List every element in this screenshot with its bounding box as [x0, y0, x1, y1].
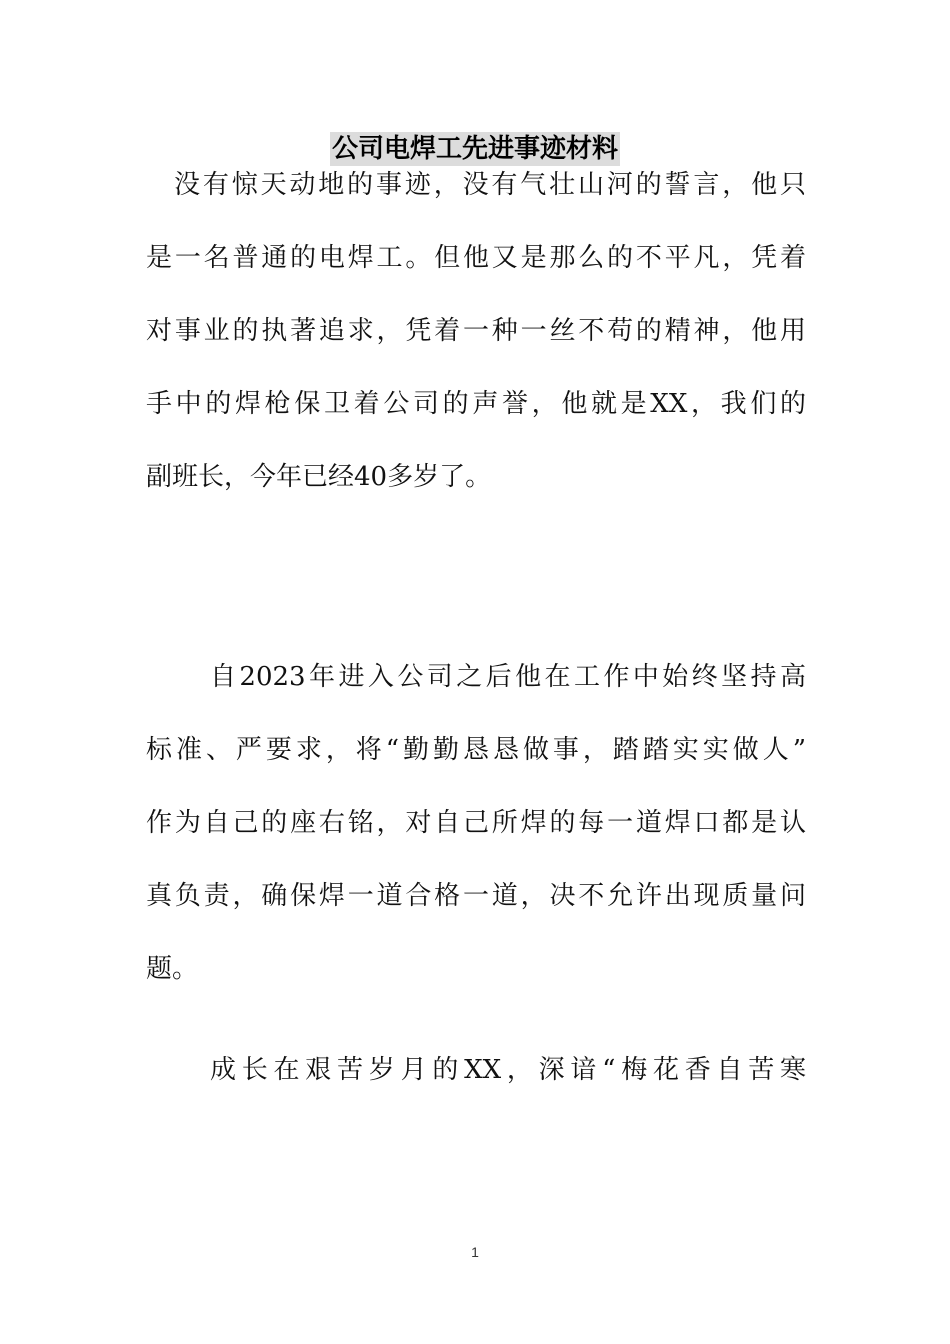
page-number: 1	[471, 1244, 479, 1260]
paragraph-2-line-4: 真负责，确保焊一道合格一道，决不允许出现质量问	[146, 881, 806, 911]
paragraph-3-line-1: 成长在艰苦岁月的XX，深谙“梅花香自苦寒	[210, 1055, 806, 1085]
document-title: 公司电焊工先进事迹材料	[331, 134, 618, 164]
paragraph-1-line-4: 手中的焊枪保卫着公司的声誉，他就是XX，我们的	[146, 389, 806, 419]
paragraph-2-line-2: 标准、严要求，将“勤勤恳恳做事，踏踏实实做人”	[146, 735, 806, 765]
paragraph-1-line-2: 是一名普通的电焊工。但他又是那么的不平凡，凭着	[146, 243, 806, 273]
paragraph-2-line-5: 题。	[146, 954, 199, 984]
title-container	[0, 132, 950, 166]
paragraph-2-line-1: 自2023年进入公司之后他在工作中始终坚持高	[210, 662, 806, 692]
paragraph-2-line-3: 作为自己的座右铭，对自己所焊的每一道焊口都是认	[146, 808, 806, 838]
paragraph-1-line-1: 没有惊天动地的事迹，没有气壮山河的誓言，他只	[174, 170, 806, 200]
paragraph-1-line-3: 对事业的执著追求，凭着一种一丝不苟的精神，他用	[146, 316, 806, 346]
paragraph-1-line-5: 副班长，今年已经40多岁了。	[146, 462, 492, 492]
